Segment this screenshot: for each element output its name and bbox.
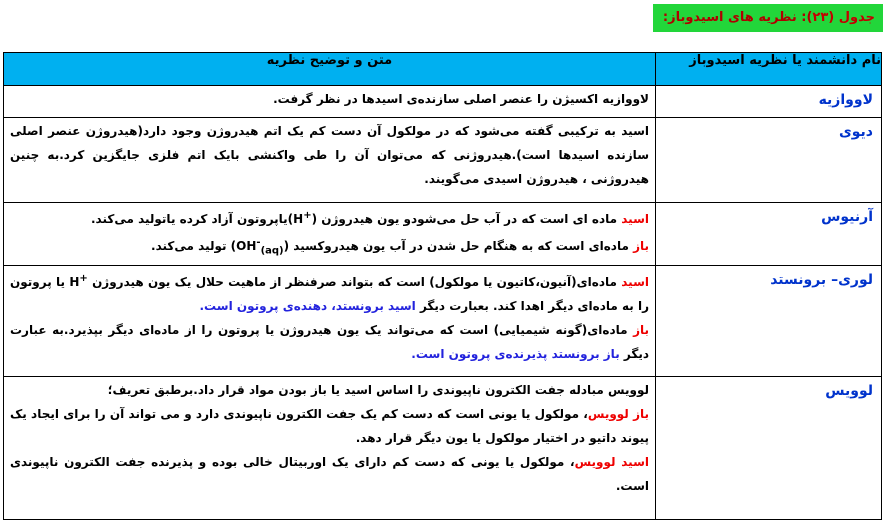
lewis-intro: لوویس مبادله جفت الکترون ناپیوندی را اساس اسید یا باز بودن مواد قرار داد.برطبق تعریف؛	[107, 383, 649, 398]
base-definition-end: ) تولید می‌کند.	[151, 239, 237, 253]
acid-term: اسید لوویس	[574, 455, 649, 470]
scientist-name-lewis: لوویس	[656, 377, 882, 520]
arrhenius-base-line	[10, 231, 649, 263]
acid-definition-cont: یا پروتون را به ماده‌ای دیگر اهدا کند. بعبارت دیگر	[10, 275, 649, 314]
acid-definition-end: )یاپروتون آزاد کرده یاتولید می‌کند.	[90, 212, 294, 226]
acid-definition: ماده‌ای(آنیون،کاتیون یا مولکول) است که بتواند صرفنظر از ماهیت حلال یک یون هیدروژن	[87, 275, 622, 290]
table-row	[4, 377, 882, 520]
table-row	[4, 266, 882, 377]
h-plus-formula: H+	[293, 210, 312, 226]
base-definition: ماده‌ای است که به هنگام حل شدن در آب یون هیدروکسید (	[283, 239, 634, 253]
acid-term: اسید	[621, 275, 649, 290]
davy-text: اسید به ترکیبی گفته می‌شود که در مولکول آن دست کم یک اتم هیدروژن وجود دارد(هیدروژن عنصر اصلی سازنده اسیدها است).هیدروژنی که می‌توان آن را طی واکنشی بایک اتم فلزی جایگزین کرد.به چنین هیدروژنی ، هیدروژن اسیدی می‌گویند.	[10, 124, 649, 186]
theory-text-bronsted-lowry	[4, 266, 656, 377]
table-row	[4, 118, 882, 203]
base-definition: ، مولکول یا یونی است که دست کم یک جفت الکترون ناپیوندی دارد و می تواند آن را برای ایجاد یک پیوند داتیو در اختیار مولکول یا یون دیگر قرار دهد.	[10, 407, 649, 446]
scientist-name-lavoisier: لاووازیه	[656, 86, 882, 118]
acid-definition: ، مولکول یا یونی که دست کم دارای یک اوربیتال خالی بوده و پذیرنده جفت الکترون ناپیوندی است.	[10, 455, 649, 494]
h-plus-formula: H+	[69, 273, 88, 290]
header-description: متن و توضیح نظریه	[4, 53, 656, 86]
table-row	[4, 86, 882, 118]
acid-summary: اسید برونستد، دهنده‌ی پروتون است.	[199, 299, 416, 314]
scientist-name-bronsted-lowry: لوری– برونستد	[656, 266, 882, 377]
scientist-name-davy: دیوی	[656, 118, 882, 203]
scientist-name-arrhenius: آرنیوس	[656, 203, 882, 266]
header-row	[4, 53, 882, 86]
base-term: باز	[633, 323, 649, 338]
base-term: باز لوویس	[587, 407, 650, 422]
arrhenius-acid-line	[10, 204, 649, 231]
lavoisier-text: لاووازیه اکسیژن را عنصر اصلی سازنده‌ی اسیدها در نظر گرفت.	[273, 92, 649, 106]
hydroxide-formula: $OH^-_{(aq)}$	[236, 237, 284, 257]
caption-suffix: ): نظریه های اسیدوباز:	[662, 10, 813, 25]
acid-term: اسید	[621, 212, 649, 226]
caption-prefix: جدول (	[828, 10, 875, 25]
bronsted-base-paragraph	[10, 318, 649, 366]
acid-base-theories-table	[3, 52, 882, 520]
base-term: باز	[633, 239, 649, 253]
acid-definition: ماده ای است که در آب حل می‌شودو یون هیدروژن (	[311, 212, 622, 226]
lewis-acid-paragraph	[10, 450, 649, 498]
base-summary: باز برونستد پذیرنده‌ی پروتون است.	[411, 347, 620, 362]
bronsted-acid-paragraph	[10, 267, 649, 318]
theory-text-arrhenius	[4, 203, 656, 266]
table-caption	[653, 4, 883, 32]
table-row	[4, 203, 882, 266]
lewis-base-paragraph	[10, 402, 649, 450]
theory-text-davy	[4, 118, 656, 203]
caption-number: ۲۳	[812, 10, 829, 25]
theory-text-lewis	[4, 377, 656, 520]
base-definition: ماده‌ای(گونه شیمیایی) است که می‌تواند یک یون هیدروژن یا پروتون را از ماده‌ای دیگر بپذیرد.به عبارت دیگر	[10, 323, 649, 362]
theory-text-lavoisier	[4, 86, 656, 118]
header-scientist: نام دانشمند یا نظریه اسیدوباز	[656, 53, 882, 86]
